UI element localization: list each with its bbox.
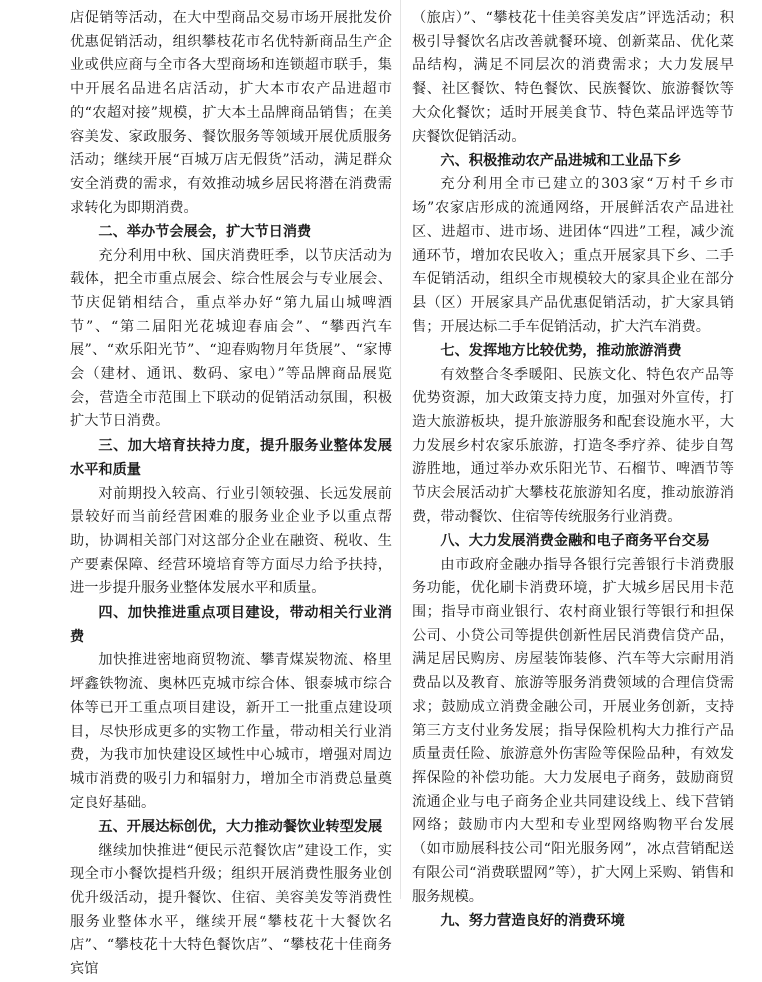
body-paragraph-promotions: 店促销等活动，在大中型商品交易市场开展批发价优惠促销活动，组织攀枝花市名优特新商品生产企业或供应商与全市各大型商场和连锁超市联手，集中开展名品进名店活动，扩大本市农产品进超市的“农超对接”规模，扩大本土品牌商品销售；在美容美发、家政服务、餐饮服务等领域开展优质服务活动；继续开展“百城万店无假货”活动，满足群众安全消费的需求，有效推动城乡居民将潜在消费需求转化为即期消费。 [70,10,392,216]
section-heading-6: 六、积极推动农产品进城和工业品下乡 [440,153,682,170]
section-heading-2: 二、举办节会展会，扩大节日消费 [98,224,312,241]
body-paragraph-finance-ecommerce: 由市政府金融办指导各银行完善银行卡消费服务功能，优化刷卡消费环境，扩大城乡居民用卡范围；指导市商业银行、农村商业银行等银行和担保公司、小贷公司等提供创新性居民消费信贷产品，满足居民购房、房屋装饰装修、汽车等大宗耐用消费品以及教育、旅游等服务消费领域的合理信贷需求；鼓励成立消费金融公司，开展业务创新，支持第三方支付业务发展；指导保险机构大力推行产品质量责任险、旅游意外伤害险等保险品种，有效发挥保险的补偿功能。大力发展电子商务，鼓励商贸流通企业与电子商务企业共同建设线上、线下营销网络；鼓励市内大型和专业型网络购物平台发展（如市励展科技公司“阳光服务网”，冰点营销配送有限公司“消费联盟网”等），扩大网上采购、销售和服务规模。 [412,556,734,905]
right-column [412,7,734,933]
body-paragraph-catering: 继续加快推进“便民示范餐饮店”建设工作，实现全市小餐饮提档升级；组织开展消费性服务业创优升级活动，提升餐饮、住宿、美容美发等消费性服务业整体水平，继续开展“攀枝花十大餐饮名店”、“攀枝花十大特色餐饮店”、“攀枝花十佳商务宾馆 [70,842,392,978]
section-heading-8: 八、大力发展消费金融和电子商务平台交易 [440,533,710,550]
body-paragraph-service-support: 对前期投入较高、行业引领较强、长远发展前景较好而当前经营困难的服务业企业予以重点帮助，协调相关部门对这部分企业在融资、税收、生产要素保障、经营环境培育等方面尽力给予扶持，进一步提升服务业整体发展水平和质量。 [70,485,392,597]
section-heading-4: 四、加快推进重点项目建设，带动相关行业消费 [70,605,392,646]
body-paragraph-tourism: 有效整合冬季暖阳、民族文化、特色农产品等优势资源，加大政策支持力度，加强对外宣传，打造大旅游板块，提升旅游服务和配套设施水平，大力发展乡村农家乐旅游，打造冬季疗养、徒步自驾游胜地，通过举办欢乐阳光节、石榴节、啤酒节等节庆会展活动扩大攀枝花旅游知名度，推动旅游消费，带动餐饮、住宿等传统服务行业消费。 [412,366,734,525]
section-heading-9: 九、努力营造良好的消费环境 [440,913,625,930]
body-paragraph-catering-cont: （旅店）”、“攀枝花十佳美容美发店”评选活动；积极引导餐饮名店改善就餐环境、创新菜品、优化菜品结构，满足不同层次的消费需求；大力发展早餐、社区餐饮、特色餐饮、民族餐饮、旅游餐饮等大众化餐饮；适时开展美食节、特色菜品评选等节庆餐饮促销活动。 [412,10,734,145]
column-gutter [400,0,401,899]
section-heading-5: 五、开展达标创优，大力推动餐饮业转型发展 [98,819,383,836]
body-paragraph-rural-goods: 充分利用全市已建立的303家“万村千乡市场”农家店形成的流通网络，开展鲜活农产品进社区、进超市、进市场、进团体“四进”工程，减少流通环节，增加农民收入；重点开展家具下乡、二手车促销活动，组织全市规模较大的家具企业在部分县（区）开展家具产品优惠促销活动，扩大家具销售；开展达标二手车促销活动，扩大汽车消费。 [412,176,734,335]
section-heading-7: 七、发挥地方比较优势，推动旅游消费 [440,343,682,360]
body-paragraph-key-projects: 加快推进密地商贸物流、攀青煤炭物流、格里坪鑫铁物流、奥林匹克城市综合体、银泰城市综合体等已开工重点项目建设，新开工一批重点建设项目，尽快形成更多的实物工作量，带动相关行业消费，为我市加快建设区域性中心城市，增强对周边城市消费的吸引力和辐射力，增加全市消费总量奠定良好基础。 [70,652,392,811]
section-heading-3: 三、加大培育扶持力度，提升服务业整体发展水平和质量 [70,438,392,479]
left-column [70,7,392,982]
body-paragraph-festivals: 充分利用中秋、国庆消费旺季，以节庆活动为载体，把全市重点展会、综合性展会与专业展会、节庆促销相结合，重点举办好“第九届山城啤酒节”、“第二届阳光花城迎春庙会”、“攀西汽车展”、“欢乐阳光节”、“迎春购物月年货展”、“家博会（建材、通讯、数码、家电）”等品牌商品展览会，营造全市范围上下联动的促销活动氛围，积极扩大节日消费。 [70,247,392,430]
